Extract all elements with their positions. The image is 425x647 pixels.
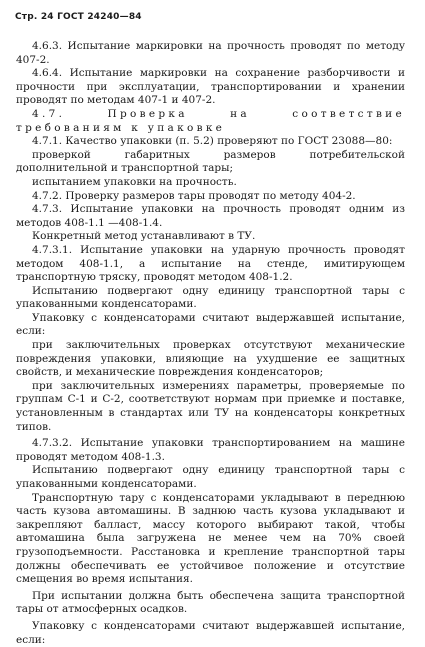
paragraph-4-7-1: 4.7.1. Качество упаковки (п. 5.2) проверяют по ГОСТ 23088—80: [32,135,393,148]
list-item-dimensions-check: проверкой габаритных размеров потребительской дополнительной и транспортной тары; [16,148,405,175]
list-item-strength-test: испытанием упаковки на прочность. [32,175,237,188]
paragraph-pass-criteria-2: Упаковку с конденсаторами считают выдержавшей испытание, если: [16,619,405,646]
paragraph-4-7-3-1: 4.7.3.1. Испытание упаковки на ударную прочность проводят методом 408-1.1, а испытание на стенде, имитирующем транспортную тряску, проводят методом 408-1.2. [16,243,405,284]
paragraph-4-6-3: 4.6.3. Испытание маркировки на прочность проводят по методу 407-2. [16,40,405,66]
paragraph-4-7-3: 4.7.3. Испытание упаковки на прочность проводят одним из методов 408-1.1 —408-1.4. [16,203,405,229]
paragraph-method-specified: Конкретный метод устанавливают в ТУ. [32,230,256,243]
paragraph-pass-criteria: Упаковку с конденсаторами считают выдержавшей испытание, если: [16,311,405,338]
paragraph-4-7-2: 4.7.2. Проверку размеров тары проводят по методу 404-2. [32,189,356,202]
document-body [16,40,405,647]
list-item-no-damage: при заключительных проверках отсутствуют механические повреждения упаковки, влияющие на ухудшение ее защитных свойств, и механические повреждения конденсаторов; [16,339,405,379]
paragraph-test-one-unit-2: Испытанию подвергают одну единицу транспортной тары с упакованными конденсаторами. [16,464,405,490]
page-header: Стр. 24 ГОСТ 24240—84 [15,12,142,22]
paragraph-loading-procedure: Транспортную тару с конденсаторами укладывают в переднюю часть кузова автомашины. В заднюю часть кузова укладывают и закрепляют балласт, массу которого выбирают такой, чтобы автомашина была загружена не менее чем на 70% своей грузоподъемности. Расстановка и крепление транспортной тары должны обеспечивать ее устойчивое положение и отсутствие смещения во время испытания. [16,491,405,586]
section-heading-4-7: 4.7. Проверка на соответствие требованиям к упаковке [16,107,405,134]
list-item-parameters-conform: при заключительных измерениях параметры, проверяемые по группам С-1 и С-2, соответствуют нормам при приемке и поставке, установленным в стандартах или ТУ на конденсаторы конкретных типов. [16,379,405,433]
paragraph-4-6-4: 4.6.4. Испытание маркировки на сохранение разборчивости и прочности при эксплуатации, транспортировании и хранении проводят по методам 407-1 и 407-2. [16,67,405,107]
paragraph-test-one-unit: Испытанию подвергают одну единицу транспортной тары с упакованными конденсаторами. [16,284,405,311]
paragraph-4-7-3-2: 4.7.3.2. Испытание упаковки транспортированием на машине проводят методом 408-1.3. [16,437,405,463]
paragraph-weather-protection: При испытании должна быть обеспечена защита транспортной тары от атмосферных осадков. [16,589,405,616]
